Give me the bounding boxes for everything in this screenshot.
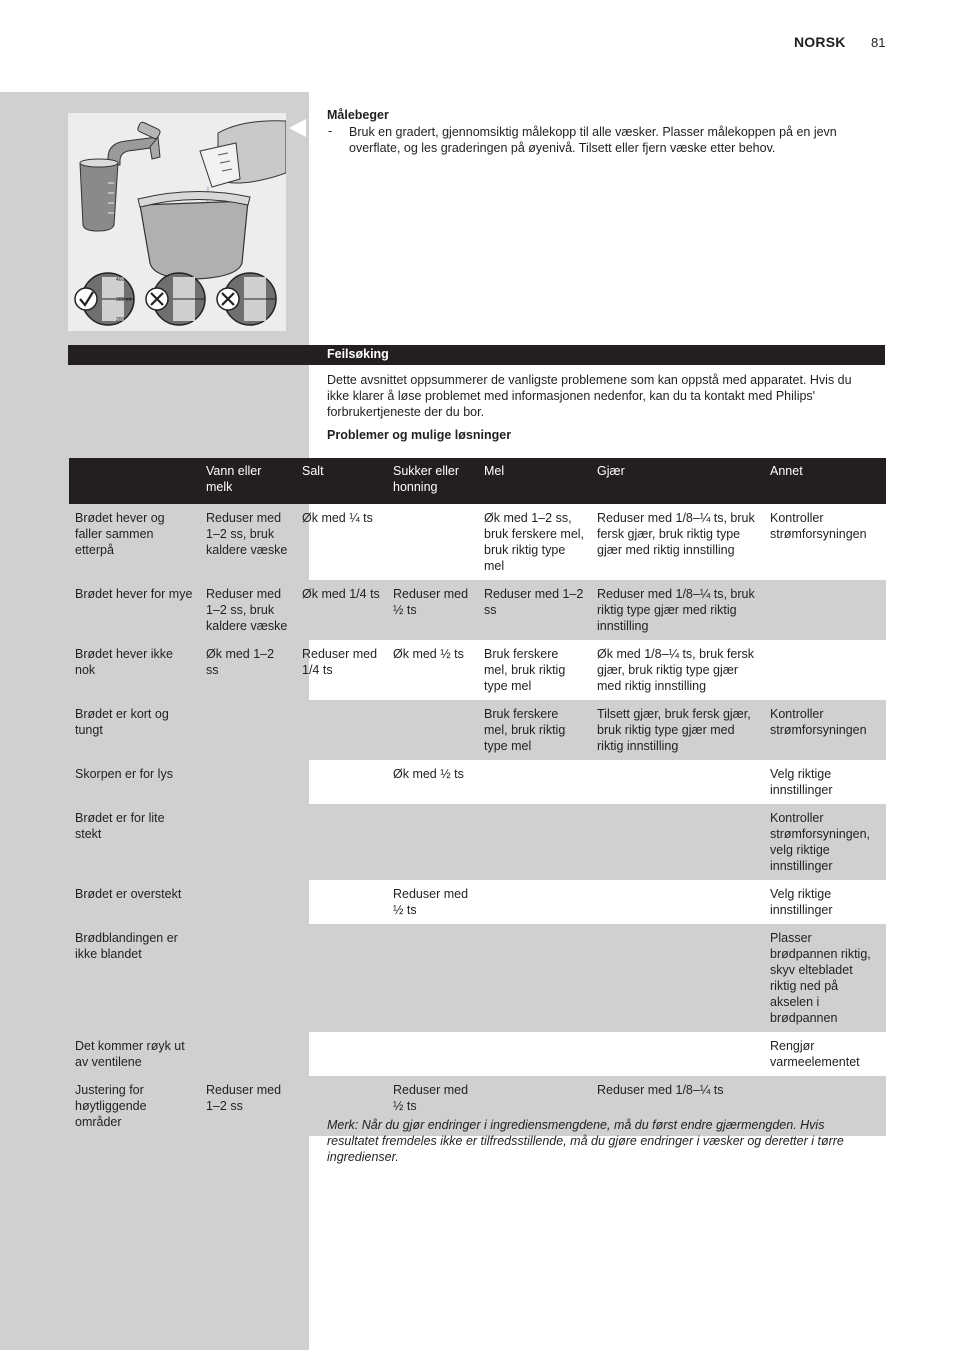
page-number: 81	[871, 35, 886, 50]
cell-sugar: Reduser med ½ ts	[387, 580, 478, 640]
cell-sugar: Reduser med ½ ts	[387, 1076, 478, 1136]
section-bar	[68, 345, 885, 365]
cell-salt: Reduser med 1/4 ts	[302, 647, 378, 677]
header-flour: Mel	[478, 458, 591, 504]
cell-sugar: Reduser med ½ ts	[393, 887, 469, 917]
cell-problem: Brødet hever og faller sammen etterpå	[75, 511, 165, 557]
cell-sugar	[387, 1032, 478, 1076]
cell-flour	[478, 880, 591, 924]
cell-sugar: Øk med ½ ts	[393, 647, 464, 661]
cell-flour	[478, 804, 591, 880]
header-yeast: Gjær	[591, 458, 764, 504]
bullet-dash: -	[328, 124, 333, 138]
cell-salt	[296, 804, 387, 880]
section-intro: Dette avsnittet oppsummerer de vanligste problemene som kan oppstå med apparatet. Hvis du ikke klarer å løse problemet med informasjonen nedenfor, kan du ta kontakt med Philips' forbrukertjeneste der du bor.	[327, 373, 852, 419]
cell-other	[764, 580, 886, 640]
cell-water: Reduser med 1–2 ss, bruk kaldere væske	[206, 511, 288, 557]
pointer-triangle	[289, 119, 306, 137]
malebeger-title: Målebeger	[327, 108, 389, 122]
cell-flour	[478, 760, 591, 804]
incorrect-reading-gauge-high	[217, 273, 276, 325]
cell-other: Kontroller strømforsyningen	[764, 700, 886, 760]
cell-yeast	[591, 760, 764, 804]
header-problem	[69, 458, 200, 504]
malebeger-text: Bruk en gradert, gjennomsiktig målekopp til alle væsker. Plasser målekoppen på en jevn overflate, og les graderingen på øyenivå. Tilsett eller fjern væske etter behov.	[349, 125, 837, 155]
cell-other: Kontroller strømforsyningen, velg riktige innstillinger	[764, 804, 886, 880]
cell-sugar: Øk med ½ ts	[393, 767, 464, 781]
incorrect-reading-gauge-low	[146, 273, 205, 325]
table-subtitle: Problemer og mulige løsninger	[327, 428, 512, 442]
table-row	[69, 924, 886, 1032]
cell-flour: Reduser med 1–2 ss	[478, 580, 591, 640]
cell-yeast: Reduser med 1/8–¼ ts, bruk riktig type gjær med riktig innstilling	[591, 580, 764, 640]
note-text: Merk: Når du gjør endringer i ingrediensmengdene, må du først endre gjærmengden. Hvis resultatet fremdeles ikke er tilfredsstillende, må du gjøre endringer i væsker og deretter i tørre ingredienser.	[327, 1118, 844, 1164]
cell-problem: Brødet hever ikke nok	[75, 647, 173, 677]
cell-flour: Øk med 1–2 ss, bruk ferskere mel, bruk riktig type mel	[484, 511, 585, 573]
cell-other: Kontroller strømforsyningen	[770, 511, 867, 541]
language-label: NORSK	[794, 34, 846, 50]
cell-yeast: Øk med 1/8–¼ ts, bruk fersk gjær, bruk riktig type gjær med riktig innstilling	[597, 647, 755, 693]
cell-problem: Justering for høytliggende områder	[69, 1076, 200, 1136]
cell-problem: Brødet er kort og tungt	[69, 700, 200, 760]
cell-salt	[296, 700, 387, 760]
cell-yeast	[591, 880, 764, 924]
cell-water	[200, 924, 296, 1032]
cell-flour	[478, 924, 591, 1032]
cell-flour	[478, 1032, 591, 1076]
cell-water	[200, 1032, 296, 1076]
cell-sugar	[387, 700, 478, 760]
cell-salt	[296, 924, 387, 1032]
cell-other: Plasser brødpannen riktig, skyv eltebladet riktig ned på akselen i brødpannen	[764, 924, 886, 1032]
table-row	[69, 760, 886, 804]
cell-yeast	[591, 804, 764, 880]
cell-water	[200, 804, 296, 880]
cell-yeast	[591, 924, 764, 1032]
cell-water	[200, 760, 296, 804]
table-row	[69, 804, 886, 880]
cell-salt: Øk med 1/4 ts	[296, 580, 387, 640]
cell-yeast: Reduser med 1/8–¼ ts	[591, 1076, 764, 1136]
cell-problem: Brødet er overstekt	[75, 887, 182, 901]
measuring-cup-drawing	[68, 113, 286, 331]
cell-other: Velg riktige innstillinger	[770, 887, 833, 917]
cell-problem: Brødet er for lite stekt	[69, 804, 200, 880]
cell-water: Øk med 1–2 ss	[206, 647, 275, 677]
cell-other: Rengjør varmeelementet	[770, 1039, 860, 1069]
table-row	[69, 1032, 886, 1076]
cell-other: Velg riktige innstillinger	[770, 767, 833, 797]
section-title: Feilsøking	[327, 347, 389, 361]
cell-problem: Det kommer røyk ut av ventilene	[75, 1039, 185, 1069]
header-sugar: Sukker eller honning	[387, 458, 478, 504]
gauge-label-top: 400	[116, 277, 125, 283]
table-row	[69, 580, 886, 640]
cell-flour: Bruk ferskere mel, bruk riktig type mel	[484, 647, 566, 693]
troubleshooting-table	[69, 458, 886, 1136]
cell-yeast	[591, 1032, 764, 1076]
cell-yeast: Tilsett gjær, bruk fersk gjær, bruk riktig type gjær med riktig innstilling	[591, 700, 764, 760]
cell-flour: Bruk ferskere mel, bruk riktig type mel	[478, 700, 591, 760]
cell-salt	[296, 760, 387, 804]
table-header-row	[69, 458, 886, 504]
table-row	[69, 700, 886, 760]
cell-problem: Brødet hever for mye	[69, 580, 200, 640]
measuring-cup-illustration	[68, 113, 286, 331]
cell-problem: Brødblandingen er ikke blandet	[69, 924, 200, 1032]
cell-sugar	[387, 924, 478, 1032]
cell-salt	[296, 1032, 387, 1076]
table-row	[69, 640, 886, 700]
cell-water: Reduser med 1–2 ss, bruk kaldere væske	[200, 580, 296, 640]
cell-salt: Øk med ¼ ts	[302, 511, 373, 525]
cell-other	[764, 640, 886, 700]
cell-sugar	[387, 504, 478, 580]
cell-sugar	[387, 804, 478, 880]
cell-water	[200, 880, 296, 924]
cell-problem: Skorpen er for lys	[75, 767, 173, 781]
header-salt: Salt	[296, 458, 387, 504]
cell-salt	[296, 880, 387, 924]
cell-water	[200, 700, 296, 760]
header-water: Vann eller melk	[200, 458, 296, 504]
table-row	[69, 880, 886, 924]
gauge-label-mid: 300 ml	[116, 297, 132, 303]
cell-water: Reduser med 1–2 ss	[200, 1076, 296, 1136]
gauge-label-bottom: 200	[116, 317, 125, 323]
cell-yeast: Reduser med 1/8–¼ ts, bruk fersk gjær, bruk riktig type gjær med riktig innstilling	[597, 511, 755, 557]
header-other: Annet	[764, 458, 886, 504]
table-row	[69, 504, 886, 580]
